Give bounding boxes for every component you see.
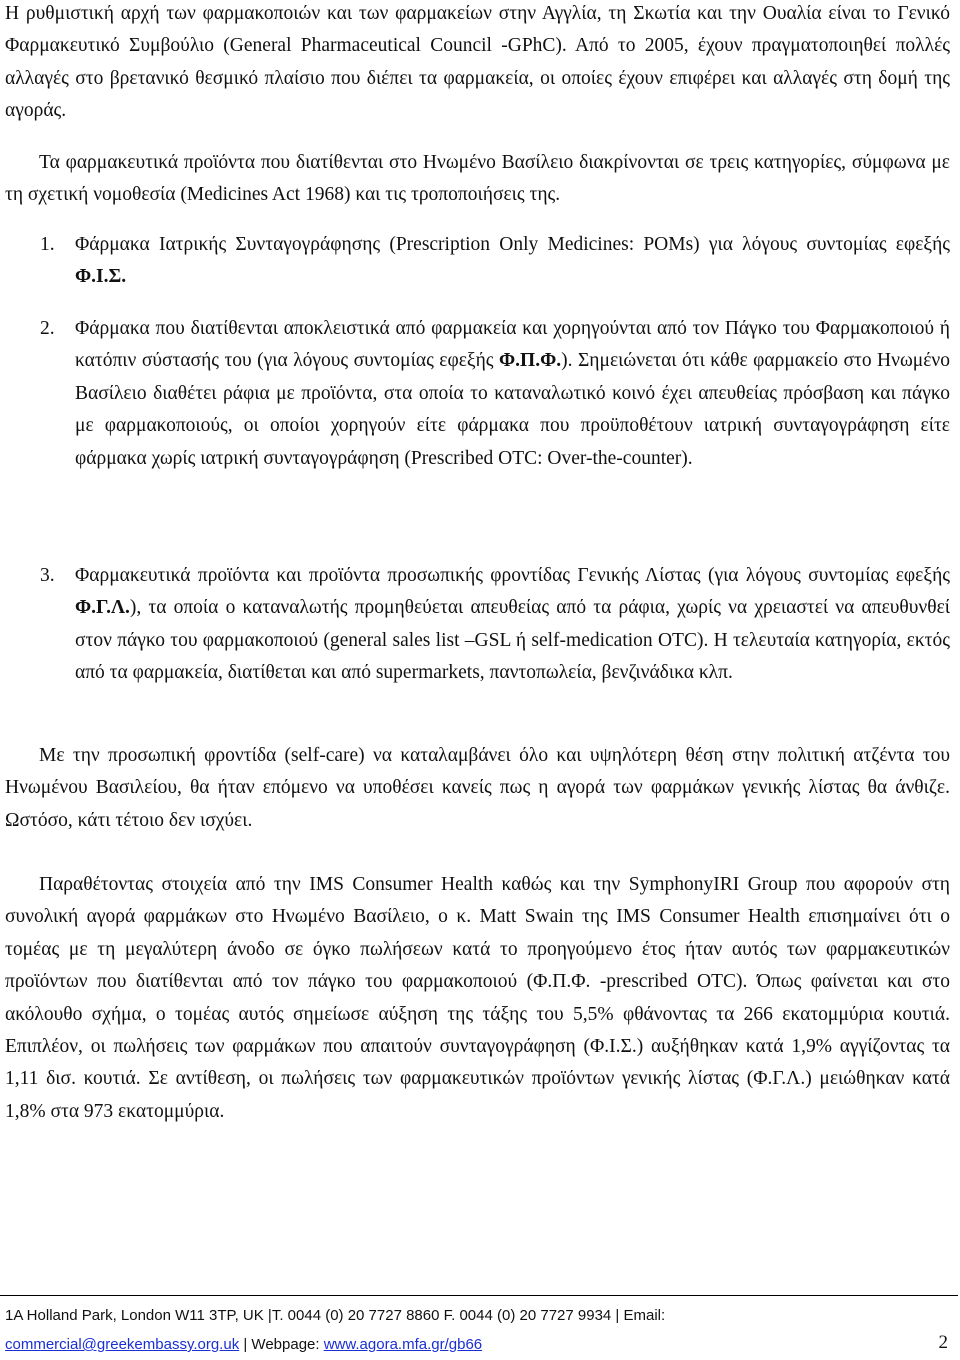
abbreviation: Φ.Γ.Λ.	[75, 597, 130, 619]
list-number: 2.	[40, 318, 55, 339]
footer-address: 1A Holland Park, London W11 3TP, UK |T. 0044 (0) 20 7727 8860 F. 0044 (0) 20 7727 9934 | Email:	[5, 1307, 666, 1324]
footer-divider	[0, 1295, 958, 1296]
list-text: Φαρμακευτικά προϊόντα και προϊόντα προσωπικής φροντίδας Γενικής Λίστας (για λόγους συντομίας εφεξής Φ.Γ.Λ.), τα οποία ο καταναλωτής προμηθεύεται απευθείας από τα ράφια, χωρίς να χρειαστεί να απευθυνθεί στον πάγκο του φαρμακοποιού (general sales list –GSL ή self-medication OTC). Η τελευταία κατηγορία, εκτός από τα φαρμακεία, διατίθεται και από supermarkets, παντοπωλεία, βενζινάδικα κλπ.	[75, 565, 950, 684]
webpage-link[interactable]: www.agora.mfa.gr/gb66	[323, 1336, 483, 1353]
paragraph-categories: Τα φαρμακευτικά προϊόντα που διατίθενται στο Ηνωμένο Βασίλειο διακρίνονται σε τρεις κατηγορίες, σύμφωνα με τη σχετική νομοθεσία (Medicines Act 1968) και τις τροποποιήσεις της.	[5, 152, 950, 206]
list-text: Φάρμακα Ιατρικής Συνταγογράφησης (Prescription Only Medicines: POMs) για λόγους συντομίας εφεξής Φ.Ι.Σ.	[75, 234, 950, 288]
abbreviation: Φ.Ι.Σ.	[75, 266, 127, 288]
footer-separator: | Webpage:	[239, 1336, 324, 1353]
list-item-pom	[40, 229, 950, 294]
list-number: 3.	[40, 565, 55, 586]
paragraph-regulator: Η ρυθμιστική αρχή των φαρμακοποιών και των φαρμακείων στην Αγγλία, τη Σκωτία και την Ουαλία είναι το Γενικό Φαρμακευτικό Συμβούλιο (General Pharmaceutical Council -GPhC). Από το 2005, έχουν πραγματοποιηθεί πολλές αλλαγές στο βρετανικό θεσμικό πλαίσιο που διέπει τα φαρμακεία, οι οποίες έχουν επιφέρει και αλλαγές στη δομή της αγοράς.	[5, 3, 950, 122]
list-item-pharmacy	[40, 313, 950, 475]
page-number: 2	[938, 1332, 948, 1353]
email-link[interactable]: commercial@greekembassy.org.uk	[5, 1336, 240, 1353]
list-text: Φάρμακα που διατίθενται αποκλειστικά από φαρμακεία και χορηγούνται από τον Πάγκο του Φαρμακοποιού ή κατόπιν σύστασής του (για λόγους συντομίας εφεξής Φ.Π.Φ.). Σημειώνεται ότι κάθε φαρμακείο στο Ηνωμένο Βασίλειο διαθέτει ράφια με προϊόντα, στα οποία το καταναλωτικό κοινό έχει απευθείας πρόσβαση και πάγκο με φαρμακοποιούς, οι οποίοι χορηγούν είτε φάρμακα που προϋποθέτουν ιατρική συνταγογράφηση είτε φάρμακα χωρίς ιατρική συνταγογράφηση (Prescribed OTC: Over-the-counter).	[75, 318, 950, 469]
abbreviation: Φ.Π.Φ.	[498, 350, 562, 372]
paragraph-market-data: Παραθέτοντας στοιχεία από την IMS Consumer Health καθώς και την SymphonyIRI Group που αφορούν στη συνολική αγορά φαρμάκων στο Ηνωμένο Βασίλειο, ο κ. Matt Swain της IMS Consumer Health επισημαίνει ότι ο τομέας με τη μεγαλύτερη άνοδο σε όγκο πωλήσεων κατά το προηγούμενο έτος ήταν αυτός των φαρμακευτικών προϊόντων που διατίθενται από τον πάγκο του φαρμακοποιού (Φ.Π.Φ. -prescribed OTC). Όπως φαίνεται και στο ακόλουθο σχήμα, ο τομέας αυτός σημείωσε αύξηση της τάξης του 5,5% φθάνοντας τα 266 εκατομμύρια κουτιά. Επιπλέον, οι πωλήσεις των φαρμάκων που απαιτούν συνταγογράφηση (Φ.Ι.Σ.) αυξήθηκαν κατά 1,9% αγγίζοντας τα 1,11 δισ. κουτιά. Σε αντίθεση, οι πωλήσεις των φαρμακευτικών προϊόντων γενικής λίστας (Φ.Γ.Λ.) μειώθηκαν κατά 1,8% στα 973 εκατομμύρια.	[5, 874, 950, 1122]
footer-contacts	[5, 1336, 950, 1353]
list-item-gsl	[40, 560, 950, 690]
paragraph-self-care: Με την προσωπική φροντίδα (self-care) να καταλαμβάνει όλο και υψηλότερη θέση στην πολιτική ατζέντα του Ηνωμένου Βασιλείου, θα ήταν επόμενο να υποθέσει κανείς πως η αγορά των φαρμάκων γενικής λίστας θα άνθιζε. Ωστόσο, κάτι τέτοιο δεν ισχύει.	[5, 745, 950, 831]
list-number: 1.	[40, 234, 55, 255]
